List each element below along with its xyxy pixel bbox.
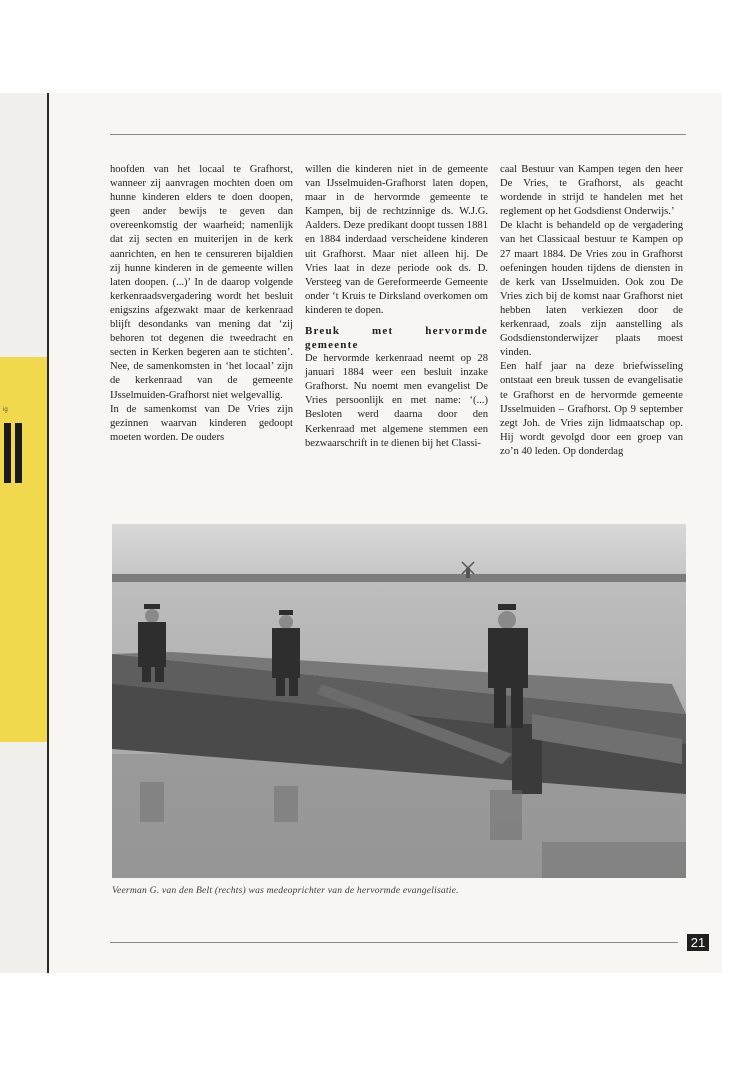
historical-photo [112,524,686,878]
paragraph: In de samenkomst van De Vries zijn gezinnen waarvan kinderen gedoopt moeten worden. De ouders [110,403,293,443]
column-3 [500,163,683,459]
page-number: 21 [687,934,709,951]
column-2 [305,163,488,451]
section-marker-bars [2,423,26,483]
paragraph: De klacht is behandeld op de vergadering van het Classicaal bestuur te Kampen op 27 maart 1884. De Vries zou in Grafhorst oefeningen houden tijdens de diensten in de kerk van IJsselmuiden. Ook zou De Vries zich bij de komst naar Grafhorst niet hebben laten verkiezen door de kerkenraad, zoals zijn aanstelling als Godsdienstonderwijzer plaats moest vinden. [500,220,683,359]
column-1 [110,163,293,445]
paragraph: De hervormde kerkenraad neemt op 28 januari 1884 weer een besluit inzake Grafhorst. Nu noemt men evangelist De Vries persoonlijk en met name: ‘(...) Besloten werd daarna door den Kerkenraad met algemene stemmen een bezwaarschrift in te dienen bij het Classi- [305,353,488,449]
paragraph: hoofden van het locaal te Grafhorst, wanneer zij aanvragen mochten doen om hunne kinderen elders te doen doopen, geen ander bewijs te geven dan overeenkomstig der waarheid; namenlijk dat zij secten en muiterijen in de kerk aanrichten, en hen te censureren bijaldien zij hunne kinderen in de gemeente willen laten doopen. (...)’ In de daarop volgende kerkenraadsvergadering wordt het besluit enigszins afgezwakt maar de kerkenraad blijft desondanks van mening dat ‘zij behoren tot degenen die tweedracht en secten in Kerken begeren aan te stichten’. Nee, de samenkomsten in ‘het locaal’ zijn de kerkenraad van de gemeente IJsselmuiden-Grafhorst niet welgevallig. [110,164,293,401]
top-rule [110,134,686,135]
paragraph: Een half jaar na deze briefwisseling ontstaat een breuk tussen de evangelisatie te Grafhorst en de hervormde gemeente IJsselmuiden – Grafhorst. Op 9 september zegt Joh. de Vries zijn lidmaatschap op. Hij wordt gevolgd door een groep van zo’n 40 leden. Op donderdag [500,361,683,457]
paragraph: willen die kinderen niet in de gemeente van IJsselmuiden-Grafhorst laten dopen, maar in de hervormde gemeente te Kampen, bij de rechtzinnige ds. W.J.G. Aalders. Deze predikant doopt tussen 1881 en 1884 inderdaad verscheidene kinderen uit Grafhorst. Maar niet alleen hij. De Vries laat in deze periode ook ds. D. Versteeg van de Gereformeerde Gemeente onder ‘t Kruis te Dirksland overkomen om kinderen te dopen. [305,164,488,316]
bottom-rule [110,942,678,943]
paragraph: caal Bestuur van Kampen tegen den heer De Vries, te Grafhorst, als geacht wordende in strijd te handelen met het reglement op het Godsdienst Onderwijs.’ [500,164,683,218]
ferry-scene-illustration [112,524,686,878]
photo-caption: Veerman G. van den Belt (rechts) was medeoprichter van de hervormde evangelisatie. [112,885,459,896]
section-heading: Breuk met hervormde gemeente [305,325,488,351]
tab-label: ig [3,407,8,413]
yellow-section-tab [0,357,47,742]
